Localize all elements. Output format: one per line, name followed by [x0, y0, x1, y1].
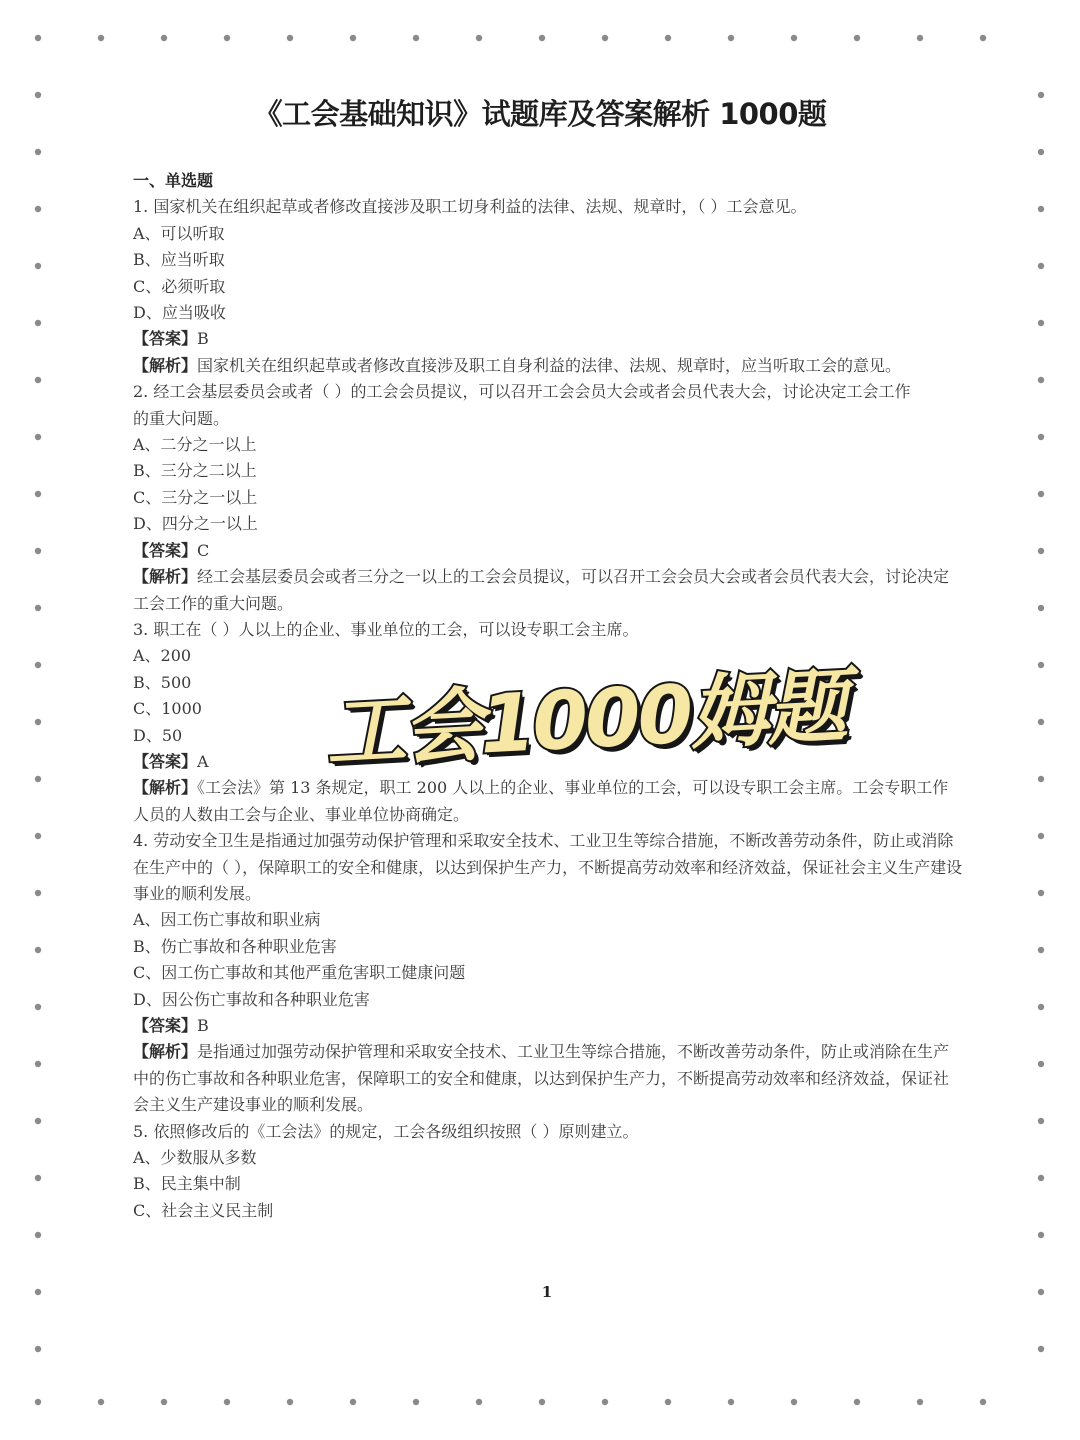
answer-label: 【答案】: [133, 751, 198, 771]
border-dot: [1038, 548, 1044, 554]
border-dot: [1038, 434, 1044, 440]
border-dot: [35, 320, 41, 326]
border-dot: [98, 1399, 104, 1405]
border-dot: [35, 947, 41, 953]
border-dot: [1038, 833, 1044, 839]
analysis-line: [133, 775, 963, 828]
option-b: B、三分之二以上: [133, 461, 257, 481]
answer-line: [133, 326, 963, 352]
border-dot: [35, 662, 41, 668]
option-a: A、少数服从多数: [133, 1148, 257, 1168]
question-stem: 3. 职工在（ ）人以上的企业、事业单位的工会，可以设专职工会主席。: [133, 619, 639, 639]
option-d: D、四分之一以上: [133, 514, 258, 534]
border-dot: [1038, 776, 1044, 782]
border-dot: [35, 434, 41, 440]
border-dot: [980, 1399, 986, 1405]
border-dot: [476, 1399, 482, 1405]
border-dot: [413, 35, 419, 41]
option-a: A、因工伤亡事故和职业病: [133, 910, 321, 930]
option-b: B、500: [133, 672, 192, 692]
analysis-label: 【解析】: [133, 778, 198, 798]
analysis-line: [133, 353, 963, 379]
question-stem: 4. 劳动安全卫生是指通过加强劳动保护管理和采取安全技术、工业卫生等综合措施，不断改善劳动条件，防止或消除在生产中的（ ），保障职工的安全和健康，以达到保护生产力，不断提高劳动效率和经济效益，保证社会主义生产建设事业的顺利发展。: [133, 831, 963, 903]
border-dot: [854, 1399, 860, 1405]
border-dot: [1038, 605, 1044, 611]
border-dot: [917, 1399, 923, 1405]
border-dot: [1038, 263, 1044, 269]
border-dot: [35, 1232, 41, 1238]
overlay-banner-text: 工会1000姆题: [323, 659, 847, 780]
question-1: [133, 194, 963, 379]
border-dot: [35, 548, 41, 554]
border-dot: [1038, 1004, 1044, 1010]
border-dot: [1038, 377, 1044, 383]
border-dot: [161, 35, 167, 41]
analysis-label: 【解析】: [133, 1042, 198, 1062]
answer-value: C: [197, 540, 210, 560]
answer-line: [133, 538, 963, 564]
border-dot: [35, 1399, 41, 1405]
border-dot: [602, 35, 608, 41]
border-dot: [35, 149, 41, 155]
section-heading: 一、单选题: [133, 171, 214, 190]
border-dot: [728, 35, 734, 41]
analysis-text: 是指通过加强劳动保护管理和采取安全技术、工业卫生等综合措施，不断改善劳动条件，防止或消除在生产中的伤亡事故和各种职业危害，保障职工的安全和健康，以达到保护生产力，不断提高劳动效率和经济效益，保证社会主义生产建设事业的顺利发展。: [133, 1042, 950, 1115]
border-dot: [35, 1346, 41, 1352]
border-dot: [35, 1004, 41, 1010]
border-dot: [665, 1399, 671, 1405]
answer-value: B: [197, 329, 209, 349]
border-dot: [35, 263, 41, 269]
border-dot: [35, 605, 41, 611]
option-a: A、可以听取: [133, 223, 225, 243]
option-d: D、50: [133, 725, 183, 745]
border-dot: [35, 1118, 41, 1124]
option-c: C、因工伤亡事故和其他严重危害职工健康问题: [133, 963, 466, 983]
border-dot: [287, 35, 293, 41]
border-dot: [35, 776, 41, 782]
border-dot: [539, 1399, 545, 1405]
border-dot: [1038, 1175, 1044, 1181]
question-stem: 1. 国家机关在组织起草或者修改直接涉及职工切身利益的法律、法规、规章时，（ ）工会意见。: [133, 197, 807, 217]
analysis-text: 《工会法》第 13 条规定，职工 200 人以上的企业、事业单位的工会，可以设专职工会主席。工会专职工作人员的人数由工会与企业、事业单位协商确定。: [133, 778, 949, 824]
border-dot: [602, 1399, 608, 1405]
option-c: C、必须听取: [133, 276, 226, 296]
question-stem: 5. 依照修改后的《工会法》的规定，工会各级组织按照（ ）原则建立。: [133, 1121, 639, 1141]
page-number: 1: [541, 1283, 553, 1301]
border-dot: [1038, 947, 1044, 953]
option-d: D、应当吸收: [133, 303, 226, 323]
border-dot: [1038, 719, 1044, 725]
question-2: [133, 379, 963, 617]
option-c: C、三分之一以上: [133, 487, 258, 507]
option-c: C、1000: [133, 699, 202, 719]
border-dot: [224, 1399, 230, 1405]
border-dot: [1038, 662, 1044, 668]
border-dot: [350, 35, 356, 41]
border-dot: [35, 491, 41, 497]
analysis-line: [133, 1039, 963, 1118]
border-dot: [539, 35, 545, 41]
analysis-text: 经工会基层委员会或者三分之一以上的工会会员提议，可以召开工会会员大会或者会员代表大会，讨论决定工会工作的重大问题。: [133, 567, 950, 613]
border-dot: [224, 35, 230, 41]
border-dot: [1038, 206, 1044, 212]
border-dot: [1038, 890, 1044, 896]
border-dot: [665, 35, 671, 41]
border-dot: [1038, 149, 1044, 155]
analysis-line: [133, 564, 963, 617]
analysis-label: 【解析】: [133, 567, 198, 587]
border-dot: [854, 35, 860, 41]
border-dot: [35, 206, 41, 212]
border-dot: [1038, 1232, 1044, 1238]
option-b: B、伤亡事故和各种职业危害: [133, 936, 337, 956]
border-dot: [1038, 1061, 1044, 1067]
border-dot: [350, 1399, 356, 1405]
border-dot: [728, 1399, 734, 1405]
border-dot: [791, 1399, 797, 1405]
question-4: [133, 828, 963, 1118]
answer-label: 【答案】: [133, 540, 198, 560]
option-a: A、二分之一以上: [133, 435, 257, 455]
border-dot: [161, 1399, 167, 1405]
option-d: D、因公伤亡事故和各种职业危害: [133, 989, 370, 1009]
analysis-label: 【解析】: [133, 355, 198, 375]
border-dot: [35, 1061, 41, 1067]
answer-value: B: [197, 1016, 209, 1035]
border-dot: [35, 890, 41, 896]
border-dot: [35, 833, 41, 839]
answer-value: A: [197, 751, 209, 771]
border-dot: [1038, 1346, 1044, 1352]
question-stem: 2. 经工会基层委员会或者（ ）的工会会员提议，可以召开工会会员大会或者会员代表大会，讨论决定工会工作的重大问题。: [133, 382, 911, 428]
border-dot: [917, 35, 923, 41]
border-dot: [287, 1399, 293, 1405]
analysis-text: 国家机关在组织起草或者修改直接涉及职工自身利益的法律、法规、规章时，应当听取工会的意见。: [197, 355, 902, 375]
option-c: C、社会主义民主制: [133, 1200, 274, 1220]
answer-label: 【答案】: [133, 329, 198, 349]
option-b: B、民主集中制: [133, 1174, 241, 1194]
answer-line: [133, 1013, 963, 1039]
border-dot: [1038, 1118, 1044, 1124]
border-dot: [35, 377, 41, 383]
border-dot: [1038, 491, 1044, 497]
border-dot: [35, 35, 41, 41]
border-dot: [98, 35, 104, 41]
border-dot: [35, 1175, 41, 1181]
document-title: 《工会基础知识》试题库及答案解析 1000题: [253, 97, 827, 131]
border-dot: [1038, 320, 1044, 326]
border-dot: [791, 35, 797, 41]
border-dot: [476, 35, 482, 41]
border-dot: [35, 719, 41, 725]
answer-label: 【答案】: [133, 1016, 198, 1035]
border-dot: [980, 35, 986, 41]
border-dot: [413, 1399, 419, 1405]
option-b: B、应当听取: [133, 250, 225, 270]
question-5: [133, 1119, 963, 1225]
option-a: A、200: [133, 646, 192, 666]
